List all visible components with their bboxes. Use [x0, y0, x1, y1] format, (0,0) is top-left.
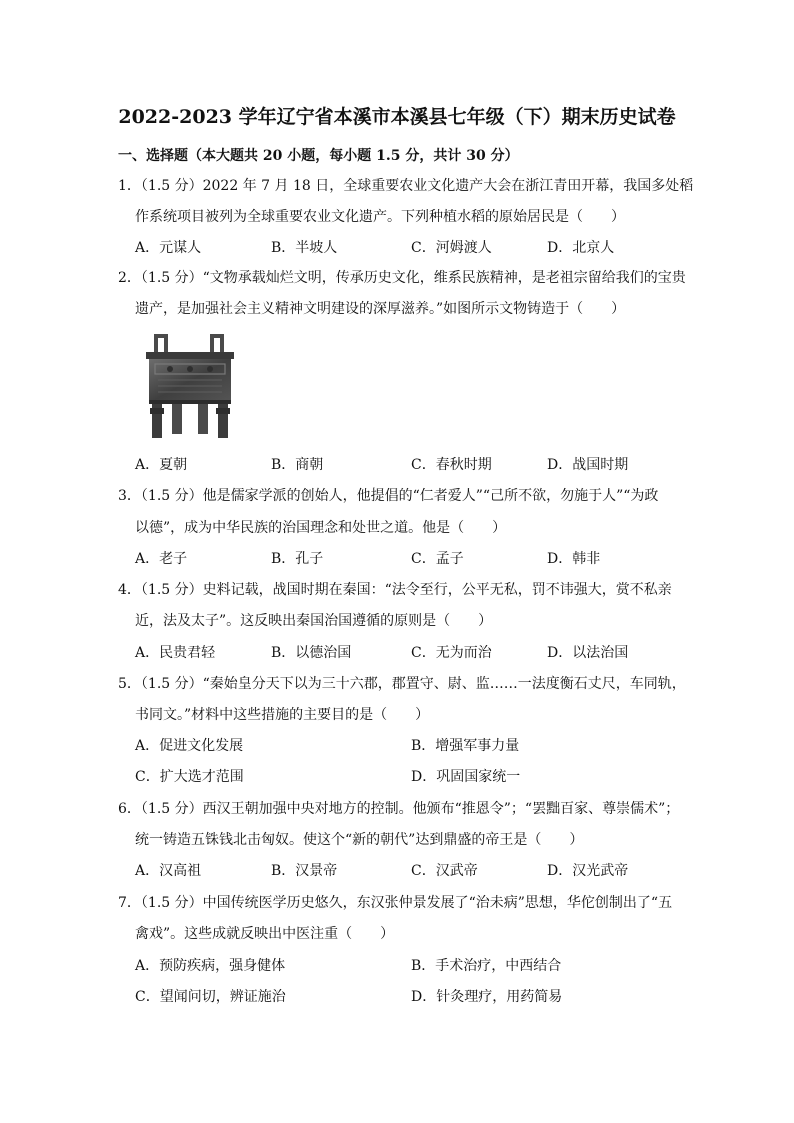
question-5-option-c: C．扩大选才范围 [135, 769, 244, 785]
question-6-option-a: A．汉高祖 [135, 863, 202, 879]
question-4-line-2: 近，法及太子”。这反映出秦国治国遵循的原则是（ ） [135, 613, 493, 629]
question-4-option-a: A．民贵君轻 [135, 645, 216, 661]
question-3-option-a: A．老子 [135, 551, 188, 567]
question-6-line-2: 统一铸造五铢钱北击匈奴。使这个“新的朝代”达到鼎盛的帝王是（ ） [135, 832, 584, 848]
question-6-option-b: B．汉景帝 [271, 863, 338, 879]
question-2-option-b: B．商朝 [271, 457, 324, 473]
question-5-line-2: 书同文。”材料中这些措施的主要目的是（ ） [135, 707, 430, 723]
bronze-ding-image [140, 330, 240, 440]
question-1-line-1: 1．（1.5 分）2022 年 7 月 18 日，全球重要农业文化遗产大会在浙江青田开幕，我国多处稻 [118, 178, 694, 194]
question-1-option-a: A．元谋人 [135, 240, 202, 256]
question-3-option-d: D．韩非 [547, 551, 601, 567]
question-6-option-c: C．汉武帝 [411, 863, 478, 879]
question-5-line-1: 5．（1.5 分）“秦始皇分天下以为三十六郡，郡置守、尉、监……一法度衡石丈尺，车同轨， [118, 676, 686, 692]
question-3-line-2: 以德”，成为中华民族的治国理念和处世之道。他是（ ） [135, 520, 507, 536]
exam-title: 2022-2023 学年辽宁省本溪市本溪县七年级（下）期末历史试卷 [118, 106, 676, 128]
question-2-line-2: 遗产，是加强社会主义精神文明建设的深厚滋养。”如图所示文物铸造于（ ） [135, 301, 626, 317]
question-7-option-c: C．望闻问切，辨证施治 [135, 989, 286, 1005]
question-2-option-a: A．夏朝 [135, 457, 188, 473]
question-3-option-b: B．孔子 [271, 551, 324, 567]
question-2-line-1: 2．（1.5 分）“文物承载灿烂文明，传承历史文化，维系民族精神，是老祖宗留给我们的宝贵 [118, 270, 686, 286]
question-7-line-1: 7．（1.5 分）中国传统医学历史悠久，东汉张仲景发展了“治未病”思想，华佗创制出了“五 [118, 895, 673, 911]
question-5-option-a: A．促进文化发展 [135, 738, 244, 754]
question-4-option-c: C．无为而治 [411, 645, 492, 661]
question-1-line-2: 作系统项目被列为全球重要农业文化遗产。下列种植水稻的原始居民是（ ） [135, 209, 625, 225]
question-6-line-1: 6．（1.5 分）西汉王朝加强中央对地方的控制。他颁布“推恩令”；“罢黜百家、尊崇儒术”； [118, 801, 680, 817]
question-2-option-d: D．战国时期 [547, 457, 629, 473]
question-4-option-d: D．以法治国 [547, 645, 629, 661]
question-6-option-d: D．汉光武帝 [547, 863, 629, 879]
question-1-option-c: C．河姆渡人 [411, 240, 492, 256]
question-2-option-c: C．春秋时期 [411, 457, 492, 473]
question-7-option-a: A．预防疾病，强身健体 [135, 958, 286, 974]
question-3-line-1: 3．（1.5 分）他是儒家学派的创始人，他提倡的“仁者爱人”“己所不欲，勿施于人”“为政 [118, 488, 659, 504]
question-4-line-1: 4．（1.5 分）史料记载，战国时期在秦国：“法令至行，公平无私，罚不讳强大，赏不私亲 [118, 582, 672, 598]
question-5-option-b: B．增强军事力量 [411, 738, 520, 754]
question-5-option-d: D．巩固国家统一 [411, 769, 521, 785]
question-7-option-d: D．针灸理疗，用药简易 [411, 989, 563, 1005]
question-7-line-2: 禽戏”。这些成就反映出中医注重（ ） [135, 926, 395, 942]
question-1-option-b: B．半坡人 [271, 240, 338, 256]
question-1-option-d: D．北京人 [547, 240, 615, 256]
section-heading: 一、选择题（本大题共 20 小题，每小题 1.5 分，共计 30 分） [118, 148, 519, 164]
question-7-option-b: B．手术治疗，中西结合 [411, 958, 562, 974]
question-3-option-c: C．孟子 [411, 551, 464, 567]
question-4-option-b: B．以德治国 [271, 645, 352, 661]
